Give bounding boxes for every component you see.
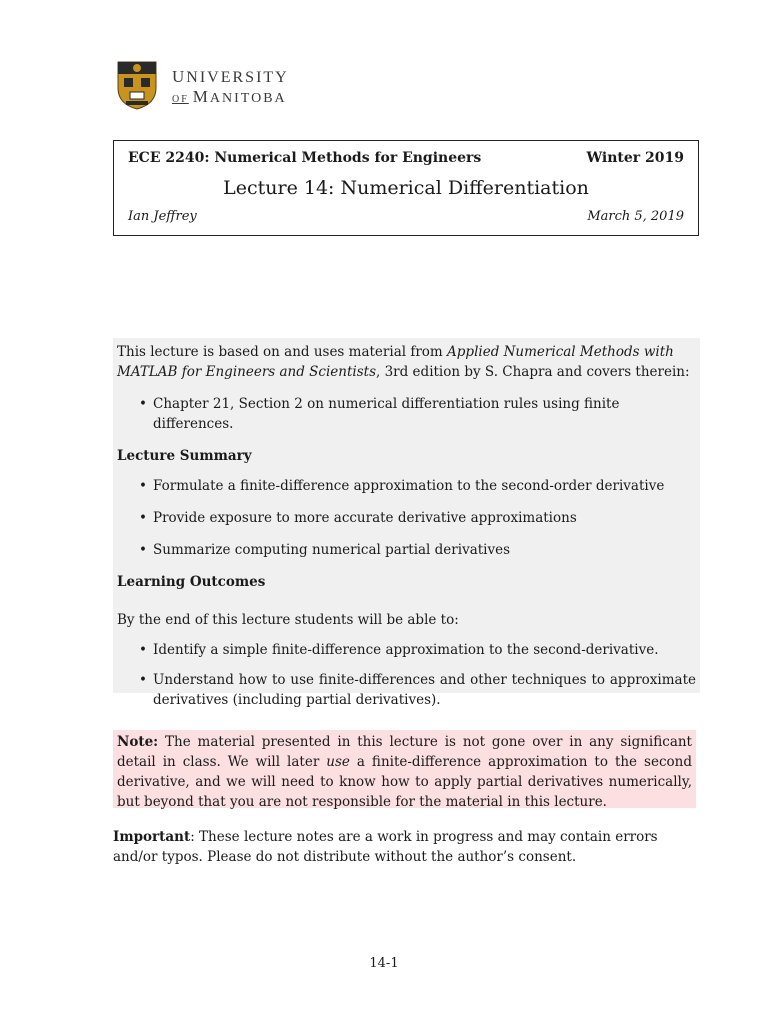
lecture-summary-box: [113, 338, 700, 708]
list-item: • Summarize computing numerical partial derivatives: [153, 540, 696, 560]
list-item: • Understand how to use finite-differences and other techniques to approximate derivatives (including partial derivatives).: [153, 670, 696, 710]
list-item: • Formulate a finite-difference approximation to the second-order derivative: [153, 476, 696, 496]
course-term: Winter 2019: [586, 150, 684, 166]
university-wordmark: UNIVERSITY OF MANITOBA: [172, 67, 289, 106]
lecture-date: March 5, 2019: [587, 209, 684, 224]
university-line1: NIVERSITY: [186, 69, 289, 86]
list-item: • Provide exposure to more accurate derivative approximations: [153, 508, 696, 528]
list-item: • Identify a simple finite-difference approximation to the second-derivative.: [153, 640, 696, 660]
coverage-list: [117, 394, 696, 434]
course-title: ECE 2240: Numerical Methods for Engineers: [128, 150, 482, 166]
lecture-summary-heading: Lecture Summary: [117, 448, 252, 464]
learning-outcomes-list: [117, 640, 696, 710]
intro-paragraph: This lecture is based on and uses material from Applied Numerical Methods with MATLAB for Engineers and Scientists, 3rd edition by S. Chapra and covers therein:: [117, 344, 690, 380]
page-number: 14-1: [369, 956, 399, 971]
university-crest-icon: [116, 60, 158, 110]
important-label: Important: [113, 829, 191, 845]
lecture-summary-list: [117, 476, 696, 560]
note-label: Note:: [117, 734, 159, 750]
learning-outcomes-intro: By the end of this lecture students will be able to:: [117, 612, 459, 628]
learning-outcomes-heading: Learning Outcomes: [117, 574, 266, 590]
note-box: Note: The material presented in this lecture is not gone over in any significant detail in class. We will later use a finite-difference approximation to the second derivative, and we will need to know how to apply partial derivatives numerically, but beyond that you are not responsible for the material in this lecture.: [113, 730, 696, 808]
lecture-title: Lecture 14: Numerical Differentiation: [223, 177, 589, 199]
lecture-header-box: [113, 140, 699, 236]
lecture-author: Ian Jeffrey: [128, 209, 197, 224]
note-emphasis: use: [326, 754, 350, 770]
list-item: • Chapter 21, Section 2 on numerical differentiation rules using finite differences.: [153, 394, 696, 434]
important-paragraph: Important: These lecture notes are a work in progress and may contain errors and/or typos. Please do not distribute without the author’s consent.: [113, 829, 658, 865]
book-title: Applied Numerical Methods with MATLAB for Engineers and Scientists: [117, 344, 674, 380]
university-logo: [116, 60, 289, 112]
